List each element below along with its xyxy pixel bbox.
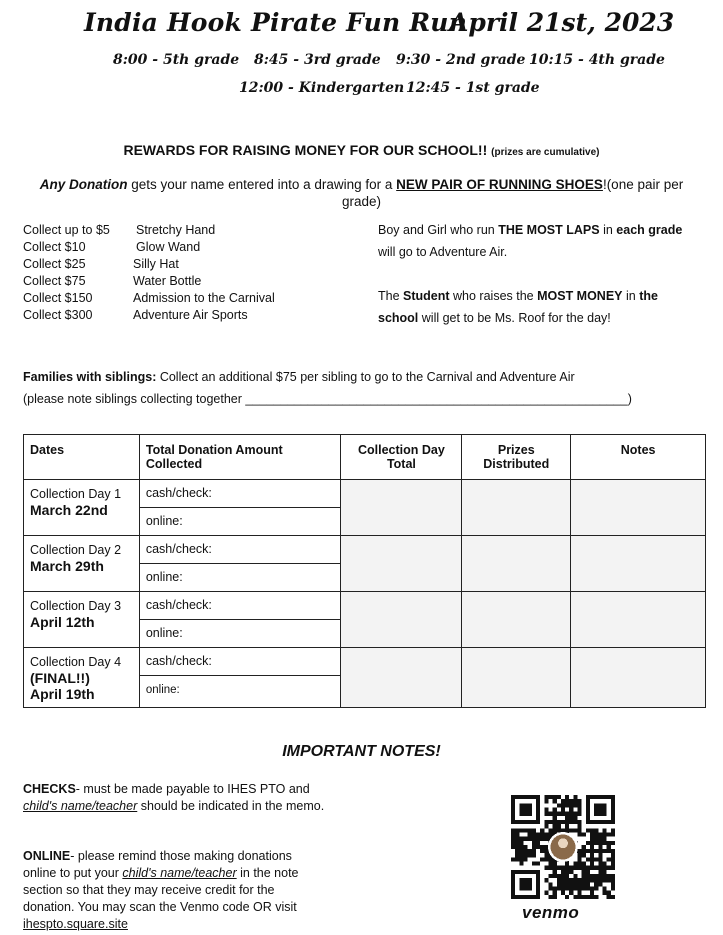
table-row [24,480,706,508]
day-total-cell[interactable] [341,536,462,592]
rewards-heading-note: (prizes are cumulative) [491,147,600,158]
schedule-item: 8:45 - 3rd grade [254,52,381,68]
families-text: Families with siblings: Collect an additional $75 per sibling to go to the Carnival and Adventure Air (please note siblings collecting together _______________________________________________________) [23,366,632,410]
day-total-cell[interactable] [341,480,462,536]
date-cell: Collection Day 4 (FINAL!!) April 19th [24,648,140,708]
table-row [24,536,706,564]
cash-cell[interactable]: cash/check: [139,536,341,564]
notes-cell[interactable] [571,536,706,592]
important-notes-heading: IMPORTANT NOTES! [282,743,441,760]
schedule-item: 12:45 - 1st grade [406,80,540,96]
cash-cell[interactable]: cash/check: [139,648,341,676]
column-header: Collection Day Total [341,435,462,480]
table-header-row [24,435,706,480]
venmo-logo: venmo [522,903,580,922]
online-cell[interactable]: online: [139,564,341,592]
schedule-item: 12:00 - Kindergarten [239,80,405,96]
prizes-cell[interactable] [462,480,571,536]
square-site-link[interactable]: ihespto.square.site [23,917,128,931]
table-row [24,648,706,676]
schedule-item: 10:15 - 4th grade [529,52,665,68]
notes-cell[interactable] [571,592,706,648]
checks-note: CHECKS- must be made payable to IHES PTO and child's name/teacher should be indicated in the memo. [23,782,325,813]
cash-cell[interactable]: cash/check: [139,592,341,620]
most-laps-text: Boy and Girl who run THE MOST LAPS in each grade will go to Adventure Air. [378,223,683,259]
rewards-heading: REWARDS FOR RAISING MONEY FOR OUR SCHOOL!! (prizes are cumulative) [123,142,600,158]
online-cell[interactable]: online: [139,508,341,536]
event-date: April 21st, 2023 [449,8,675,37]
most-money-text: The Student who raises the MOST MONEY in the school will get to be Ms. Roof for the day! [378,289,658,325]
prizes-cell[interactable] [462,536,571,592]
sibling-line: (please note siblings collecting together _______________________________________________________) [23,392,632,406]
column-header: Prizes Distributed [462,435,571,480]
qr-code-icon[interactable] [511,795,615,899]
reward-prizes: Stretchy Hand Glow Wand Silly Hat Water Bottle Admission to the Carnival Adventure Air Sports [133,223,275,322]
date-cell: Collection Day 2 March 29th [24,536,140,592]
drawing-text: Any Donation gets your name entered into a drawing for a NEW PAIR OF RUNNING SHOES!(one pair per grade) [39,177,684,209]
column-header: Total Donation Amount Collected [139,435,341,480]
online-note: ONLINE- please remind those making donations online to put your child's name/teacher in the note section so that they may receive credit for the donation. You may scan the Venmo code OR visit ihespto.square.site [23,849,299,931]
collection-table [23,434,706,708]
notes-cell[interactable] [571,648,706,708]
day-total-cell[interactable] [341,648,462,708]
date-cell: Collection Day 3 April 12th [24,592,140,648]
cash-cell[interactable]: cash/check: [139,480,341,508]
page-title: India Hook Pirate Fun Run [84,8,468,37]
prizes-cell[interactable] [462,648,571,708]
schedule-item: 9:30 - 2nd grade [396,52,526,68]
table-row [24,592,706,620]
column-header: Dates [24,435,140,480]
column-header: Notes [571,435,706,480]
date-cell: Collection Day 1 March 22nd [24,480,140,536]
day-total-cell[interactable] [341,592,462,648]
online-cell[interactable]: online: [139,676,341,708]
online-cell[interactable]: online: [139,620,341,648]
notes-cell[interactable] [571,480,706,536]
prizes-cell[interactable] [462,592,571,648]
reward-amounts: Collect up to $5 Collect $10 Collect $25 Collect $75 Collect $150 Collect $300 [23,223,110,322]
schedule-item: 8:00 - 5th grade [113,52,240,68]
